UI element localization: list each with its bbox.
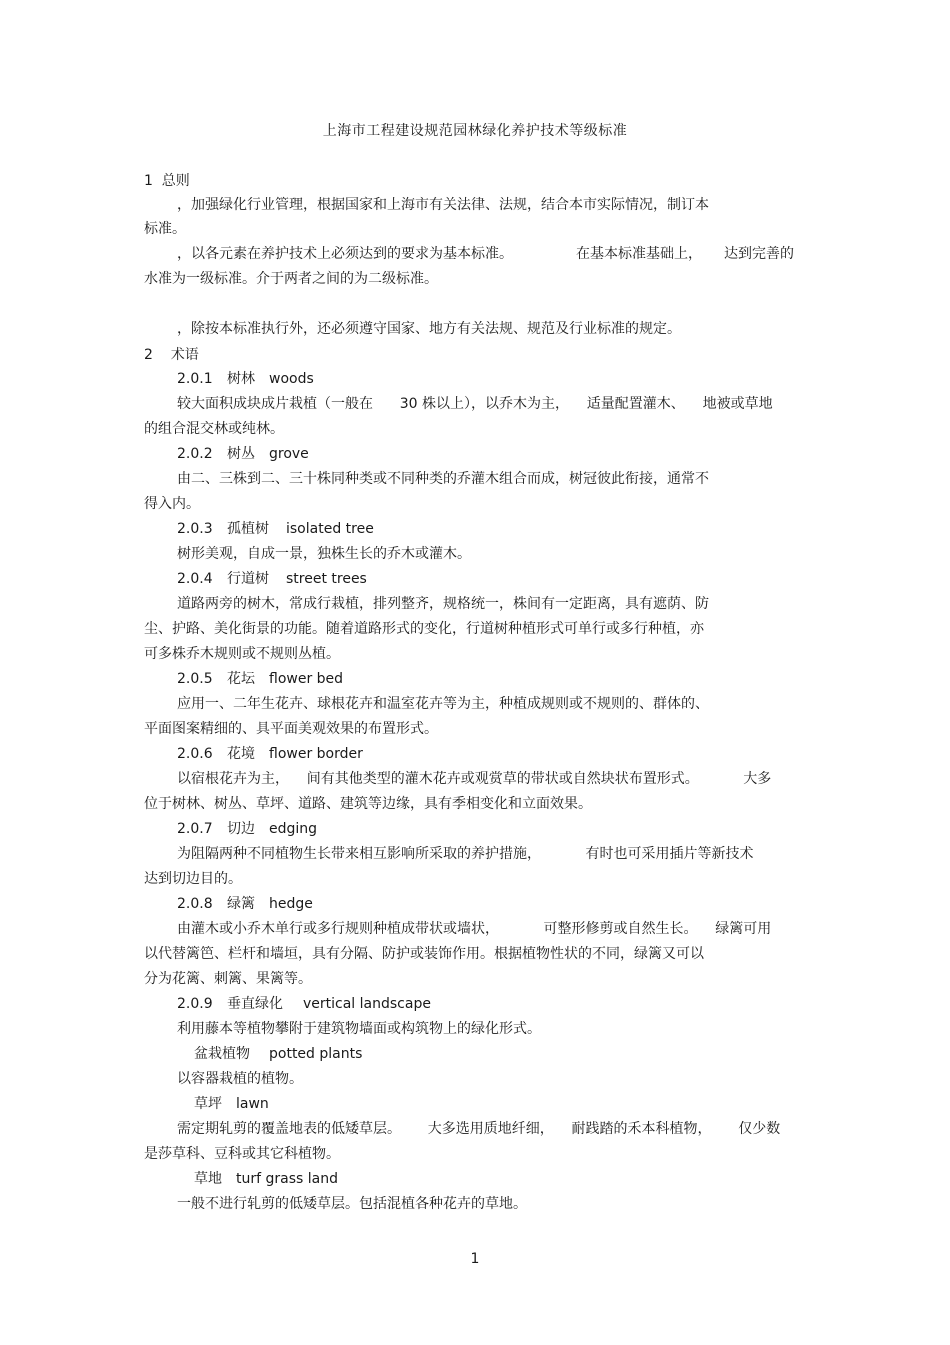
term-en: street trees bbox=[286, 571, 367, 587]
term-cn: 花坛 bbox=[227, 671, 255, 687]
page-number: 1 bbox=[470, 1251, 480, 1267]
term-number: 2.0.1 bbox=[177, 371, 213, 387]
term-cn: 切边 bbox=[227, 821, 255, 837]
term-en: flower border bbox=[269, 746, 363, 762]
term-cn: 盆栽植物 bbox=[194, 1046, 250, 1062]
paragraph-line: 标准。 bbox=[144, 221, 186, 237]
definition-line: 以宿根花卉为主， 间有其他类型的灌木花卉或观赏草的带状或自然块状布置形式。 大多 bbox=[177, 771, 772, 787]
definition-line: 尘、护路、美化街景的功能。随着道路形式的变化，行道树种植形式可单行或多行种植，亦 bbox=[144, 621, 704, 637]
term-cn: 绿篱 bbox=[227, 896, 255, 912]
definition-line: 树形美观，自成一景，独株生长的乔木或灌木。 bbox=[177, 546, 471, 562]
definition-line: 分为花篱、刺篱、果篱等。 bbox=[144, 971, 312, 987]
definition-line: 位于树林、树丛、草坪、道路、建筑等边缘，具有季相变化和立面效果。 bbox=[144, 796, 592, 812]
term-cn: 草坪 bbox=[194, 1096, 222, 1112]
term-number: 2.0.5 bbox=[177, 671, 213, 687]
term-en: potted plants bbox=[269, 1046, 363, 1062]
paragraph-line: ，以各元素在养护技术上必须达到的要求为基本标准。 bbox=[177, 246, 513, 262]
term-cn: 树丛 bbox=[227, 446, 255, 462]
term-en: grove bbox=[269, 446, 309, 462]
definition-line: 得入内。 bbox=[144, 496, 200, 512]
definition-line: 利用藤本等植物攀附于建筑物墙面或构筑物上的绿化形式。 bbox=[177, 1021, 541, 1037]
term-cn: 树林 bbox=[227, 371, 255, 387]
definition-line: 较大面积成块成片栽植（一般在 30 株以上），以乔木为主， 适量配置灌木、 地被或草地 bbox=[177, 396, 773, 412]
definition-line: 以代替篱笆、栏杆和墙垣，具有分隔、防护或装饰作用。根据植物性状的不同，绿篱又可以 bbox=[144, 946, 704, 962]
definition-line: 的组合混交林或纯林。 bbox=[144, 421, 284, 437]
definition-line: 一般不进行轧剪的低矮草层。包括混植各种花卉的草地。 bbox=[177, 1196, 527, 1212]
term-number: 2.0.4 bbox=[177, 571, 213, 587]
paragraph-line: 在基本标准基础上， bbox=[576, 246, 702, 262]
term-cn: 行道树 bbox=[227, 571, 269, 587]
term-number: 2.0.6 bbox=[177, 746, 213, 762]
definition-line: 道路两旁的树木，常成行栽植，排列整齐，规格统一，株间有一定距离，具有遮荫、防 bbox=[177, 596, 709, 612]
term-cn: 草地 bbox=[194, 1171, 222, 1187]
paragraph-line: ，加强绿化行业管理，根据国家和上海市有关法律、法规，结合本市实际情况，制订本 bbox=[177, 197, 709, 213]
definition-line: 为阻隔两种不同植物生长带来相互影响所采取的养护措施， 有时也可采用插片等新技术 bbox=[177, 846, 754, 862]
term-en: edging bbox=[269, 821, 318, 837]
paragraph-line: ，除按本标准执行外，还必须遵守国家、地方有关法规、规范及行业标准的规定。 bbox=[177, 321, 681, 337]
term-en: flower bed bbox=[269, 671, 344, 687]
term-number: 2.0.7 bbox=[177, 821, 213, 837]
term-number: 2.0.2 bbox=[177, 446, 213, 462]
definition-line: 由二、三株到二、三十株同种类或不同种类的乔灌木组合而成，树冠彼此衔接，通常不 bbox=[177, 471, 709, 487]
term-en: lawn bbox=[236, 1096, 269, 1112]
term-number: 2.0.8 bbox=[177, 896, 213, 912]
definition-line: 以容器栽植的植物。 bbox=[177, 1071, 303, 1087]
term-number: 2.0.9 bbox=[177, 996, 213, 1012]
paragraph-line: 水准为一级标准。介于两者之间的为二级标准。 bbox=[144, 271, 438, 287]
term-en: vertical landscape bbox=[303, 996, 431, 1012]
definition-line: 是莎草科、豆科或其它科植物。 bbox=[144, 1146, 340, 1162]
definition-line: 需定期轧剪的覆盖地表的低矮草层。 大多选用质地纤细， 耐践踏的禾本科植物， 仅少数 bbox=[177, 1121, 781, 1137]
term-cn: 花境 bbox=[227, 746, 255, 762]
document-title: 上海市工程建设规范园林绿化养护技术等级标准 bbox=[322, 123, 628, 139]
section-1-heading: 1 总则 bbox=[144, 173, 190, 189]
section-2-heading: 2 术语 bbox=[144, 347, 199, 363]
term-cn: 孤植树 bbox=[227, 521, 269, 537]
term-cn: 垂直绿化 bbox=[227, 996, 283, 1012]
term-en: hedge bbox=[269, 896, 313, 912]
definition-line: 可多株乔木规则或不规则丛植。 bbox=[144, 646, 340, 662]
paragraph-line: 达到完善的 bbox=[724, 246, 794, 262]
term-en: isolated tree bbox=[286, 521, 374, 537]
term-number: 2.0.3 bbox=[177, 521, 213, 537]
term-en: woods bbox=[269, 371, 314, 387]
term-en: turf grass land bbox=[236, 1171, 338, 1187]
definition-line: 应用一、二年生花卉、球根花卉和温室花卉等为主，种植成规则或不规则的、群体的、 bbox=[177, 696, 709, 712]
definition-line: 平面图案精细的、具平面美观效果的布置形式。 bbox=[144, 721, 438, 737]
definition-line: 达到切边目的。 bbox=[144, 871, 242, 887]
definition-line: 由灌木或小乔木单行或多行规则种植成带状或墙状， 可整形修剪或自然生长。 绿篱可用 bbox=[177, 921, 772, 937]
